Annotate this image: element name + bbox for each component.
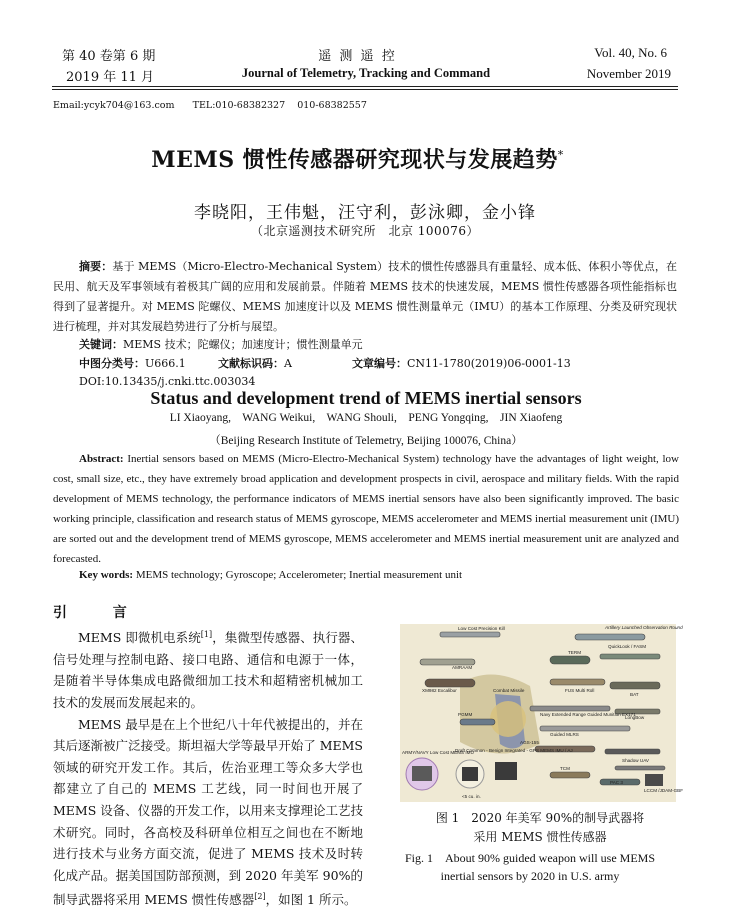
figure-caption-cn-line1: 图 1 2020 年美军 90%的制导武器将 bbox=[435, 811, 645, 825]
keywords-cn-text: MEMS 技术；陀螺仪；加速度计；惯性测量单元 bbox=[123, 338, 363, 351]
figure-label: Shadow UAV bbox=[622, 758, 649, 763]
figure-1-image bbox=[400, 624, 684, 802]
clc-number bbox=[79, 354, 186, 374]
header-rule-bottom bbox=[52, 89, 678, 90]
figure-label: PGMM bbox=[458, 712, 473, 717]
figure-label: QuickLook / FASM bbox=[608, 644, 647, 649]
missile-collage-illustration bbox=[400, 624, 684, 802]
articleno-value: CN11-1780(2019)06-0001-13 bbox=[407, 357, 571, 370]
doccode-label: 文献标识码： bbox=[218, 357, 284, 370]
header-rule-top bbox=[52, 86, 678, 87]
abstract-en-label: Abstract: bbox=[79, 453, 124, 465]
citation-ref-2: [2] bbox=[254, 892, 266, 902]
figure-label: Artillery Launched Observation Round bbox=[605, 625, 683, 630]
figure-label: LCCM /JDAM-GBF bbox=[644, 788, 684, 793]
figure-label: FUS Multi Roll bbox=[565, 688, 595, 693]
authors-en: LI Xiaoyang, WANG Weikui, WANG Shouli, PENG Yongqing, JIN Xiaofeng bbox=[169, 412, 563, 424]
header-journal-en: Journal of Telemetry, Tracking and Command bbox=[241, 66, 491, 80]
intro-p2-text: MEMS 最早是在上个世纪八十年代被提出的，并在其后逐渐被广泛接受。斯坦福大学等最早开始了 MEMS 领域的研究开发工作。其后，佐治亚理工等众多大学也都建立了自己的 MEMS 工艺线，同一时间也开展了 MEMS 设备、仪器的开发工作，以用来支撑理论工艺技术研究。同时，各高校及科研单位相互之间也在不断地进行技术与业务方面交流，促进了 MEMS 技术及时转化成产品。据美国国防部预测，到 2020 年美军 90%的制导武器将采用 MEMS 惯性传感器 bbox=[53, 716, 363, 908]
header-journal-cn: 遥 测 遥 控 bbox=[318, 49, 397, 64]
figure-label: Draft Common - Benign Integrated - GPS MEMS IMU / AJ bbox=[455, 748, 573, 753]
figure-label: AMRAAM bbox=[452, 665, 473, 670]
abstract-cn-text: 基于 MEMS（Micro-Electro-Mechanical System）技术的惯性传感器具有重量轻、成本低、体积小等优点，在民用、航天及军事领域有着极其广阔的应用和发展前景。伴随着 MEMS 技术的快速发展，MEMS 惯性传感器各项性能指标也得到了显著提升。对 MEMS 陀螺仪、MEMS 加速度计以及 MEMS 惯性测量单元（IMU）的基本工作原理、分类及研究现状进行梳理，并对其发展趋势进行了分析与展望。 bbox=[53, 260, 678, 333]
keywords-en-text: MEMS technology; Gyroscope; Accelerometer; Inertial measurement unit bbox=[135, 569, 463, 581]
doccode-value: A bbox=[284, 357, 292, 370]
figure-label: <5 cu. in. bbox=[462, 794, 481, 799]
keywords-cn-label: 关键词： bbox=[79, 338, 123, 351]
contact-line: Email:ycyk704@163.com TEL:010-68382327 010-68382557 bbox=[53, 100, 367, 111]
abstract-en bbox=[53, 449, 679, 569]
figure-label: TERM bbox=[568, 650, 582, 655]
figure-label: Combat Missile bbox=[493, 688, 525, 693]
authors-cn: 李晓阳，王伟魁，汪守利，彭泳卿，金小锋 bbox=[194, 203, 536, 223]
figure-label: XM982 Excalibur bbox=[422, 688, 457, 693]
intro-paragraph-2 bbox=[53, 714, 363, 911]
document-code bbox=[218, 354, 292, 374]
keywords-en bbox=[79, 565, 462, 585]
paper-title-en: Status and development trend of MEMS inertial sensors bbox=[150, 388, 582, 408]
figure-label: TCM bbox=[560, 766, 570, 771]
clc-label: 中图分类号： bbox=[79, 357, 145, 370]
figure-label: BAT bbox=[630, 692, 639, 697]
figure-label: PAC 3 bbox=[610, 780, 623, 785]
intro-p1-text-a: MEMS 即微机电系统 bbox=[78, 630, 201, 646]
clc-value: U666.1 bbox=[145, 357, 186, 370]
abstract-cn-label: 摘要： bbox=[79, 260, 113, 273]
figure-label: ARMY/NAVY Low Cost MEMS IMU bbox=[402, 750, 474, 755]
abstract-en-text: Inertial sensors based on MEMS (Micro-Electro-Mechanical System) technology have the advantages of light weight, low cost, small size, etc., they have extremely broad application and development prospects in civil, aerospace and military fields. With the rapid development of MEMS technology, the performance indicators of MEMS inertial sensors have also been significantly improved. The basic working principle, classification and research status of MEMS gyroscope, MEMS accelerometer and MEMS inertial measurement unit (IMU) are sorted out and the development trend of MEMS gyroscope, MEMS accelerometer and MEMS inertial measurement unit are analyzed and forecasted. bbox=[53, 453, 680, 565]
paper-title-cn bbox=[0, 143, 715, 174]
intro-paragraph-1 bbox=[53, 624, 363, 714]
intro-p1-text-b: ，集微型传感器、执行器、信号处理与控制电路、接口电路、通信和电源于一体，是随着半导体集成电路微细加工技术和超精密机械加工技术的发展而发展起来的。 bbox=[53, 630, 363, 710]
keywords-en-label: Key words: bbox=[79, 569, 134, 581]
abstract-cn bbox=[53, 257, 677, 337]
figure-label: LongBow bbox=[625, 715, 645, 720]
figure-caption-en-line2: inertial sensors by 2020 in U.S. army bbox=[440, 869, 620, 883]
keywords-cn bbox=[79, 335, 363, 355]
figure-label: AGS-155 bbox=[520, 740, 539, 745]
header-date-cn: 2019 年 11 月 bbox=[66, 70, 155, 85]
figure-label: Navy Extended Range Guided Munition EX171 bbox=[540, 712, 636, 717]
title-footnote-mark: * bbox=[557, 148, 564, 162]
doi: DOI:10.13435/j.cnki.ttc.003034 bbox=[79, 375, 256, 388]
affiliation-cn: （北京遥测技术研究所 北京 100076） bbox=[250, 224, 480, 238]
header-date-en: November 2019 bbox=[586, 66, 671, 81]
citation-ref-1: [1] bbox=[200, 630, 213, 639]
header-volume-issue: 第 40 卷第 6 期 bbox=[62, 49, 156, 64]
header-volume-en: Vol. 40, No. 6 bbox=[594, 45, 667, 60]
section-heading-introduction: 引 言 bbox=[53, 605, 139, 621]
affiliation-en: （Beijing Research Institute of Telemetry, Beijing 100076, China） bbox=[209, 435, 523, 447]
figure-label: Guided MLRS bbox=[550, 732, 579, 737]
figure-caption-cn-line2: 采用 MEMS 惯性传感器 bbox=[473, 830, 607, 844]
figure-caption-en-line1: Fig. 1 About 90% guided weapon will use MEMS bbox=[405, 851, 655, 865]
figure-label: Low Cost Precision Kill bbox=[458, 626, 505, 631]
paper-title-cn-text: MEMS 惯性传感器研究现状与发展趋势 bbox=[151, 147, 558, 173]
intro-body bbox=[53, 624, 363, 908]
articleno-label: 文章编号： bbox=[352, 357, 407, 370]
intro-p2-text-c: ，如图 1 所示。 bbox=[265, 892, 357, 908]
article-number bbox=[352, 354, 571, 374]
